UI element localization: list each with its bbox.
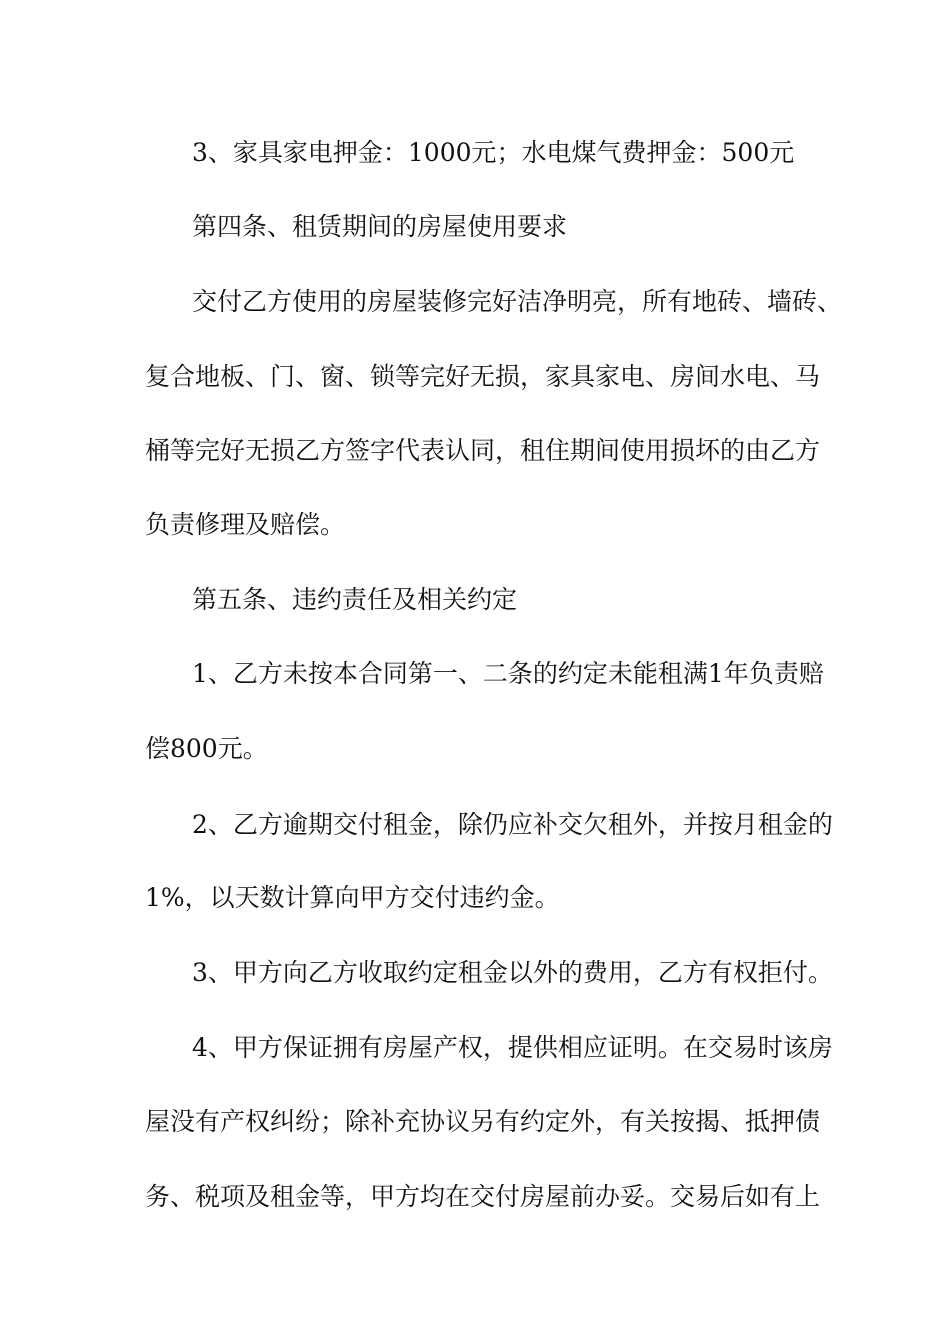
line-text: 2、乙方逾期交付租金，除仍应补交欠租外，并按月租金的	[192, 810, 833, 839]
text-line	[0, 1028, 950, 1068]
text-line	[0, 805, 950, 845]
text-line	[0, 282, 950, 322]
section-heading	[0, 207, 950, 247]
text-line	[0, 878, 950, 918]
section-heading	[0, 580, 950, 620]
line-text: 3、甲方向乙方收取约定租金以外的费用，乙方有权拒付。	[192, 958, 833, 987]
line-text: 屋没有产权纠纷；除补充协议另有约定外，有关按揭、抵押债	[145, 1107, 821, 1136]
line-text: 偿800元。	[145, 734, 268, 763]
line-text: 1%，以天数计算向甲方交付违约金。	[145, 883, 560, 912]
line-text: 4、甲方保证拥有房屋产权，提供相应证明。在交易时该房	[192, 1033, 833, 1062]
line-text: 负责修理及赔偿。	[145, 510, 346, 539]
text-line	[0, 953, 950, 993]
line-text: 1、乙方未按本合同第一、二条的约定未能租满1年负责赔	[192, 659, 824, 688]
line-text: 第四条、租赁期间的房屋使用要求	[192, 212, 568, 241]
text-line	[0, 654, 950, 694]
line-text: 务、税项及租金等，甲方均在交付房屋前办妥。交易后如有上	[145, 1182, 821, 1211]
line-text: 复合地板、门、窗、锁等完好无损，家具家电、房间水电、马	[145, 362, 821, 391]
text-line	[0, 1102, 950, 1142]
text-line	[0, 133, 950, 173]
text-line	[0, 1177, 950, 1217]
line-text: 交付乙方使用的房屋装修完好洁净明亮，所有地砖、墙砖、	[192, 287, 843, 316]
text-line	[0, 505, 950, 545]
text-line	[0, 431, 950, 471]
text-line	[0, 729, 950, 769]
line-text: 3、家具家电押金：1000元；水电煤气费押金：500元	[192, 138, 795, 167]
line-text: 第五条、违约责任及相关约定	[192, 585, 518, 614]
line-text: 桶等完好无损乙方签字代表认同，租住期间使用损坏的由乙方	[145, 436, 821, 465]
text-line	[0, 357, 950, 397]
